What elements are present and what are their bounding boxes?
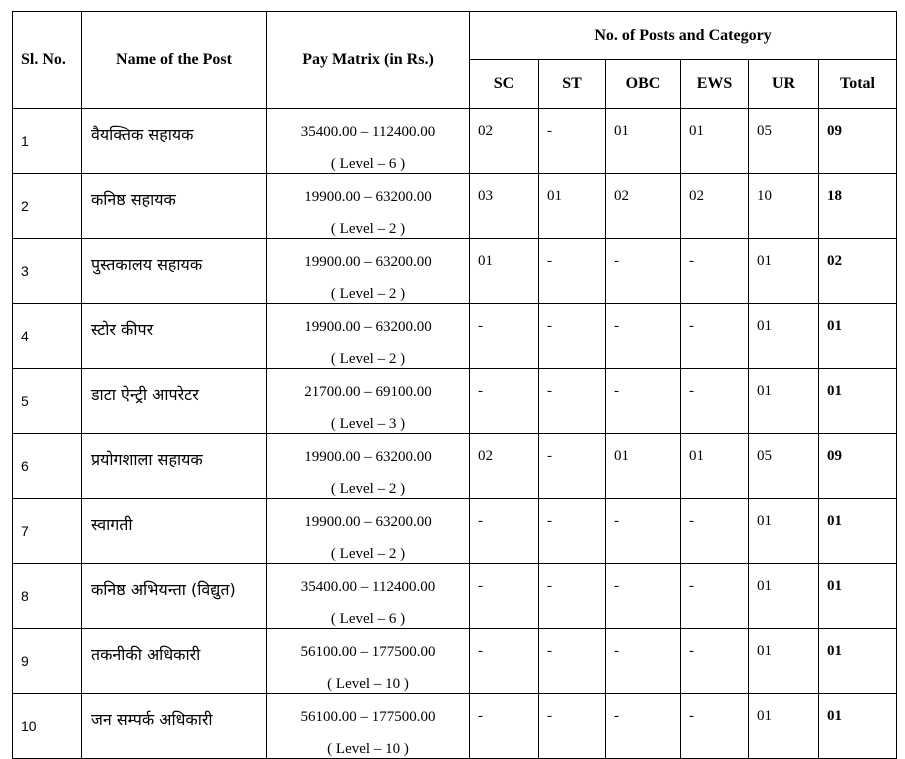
sl-no-cell: 10 [13, 694, 82, 759]
pay-level: ( Level – 2 ) [330, 286, 406, 302]
total-count-cell: 01 [819, 369, 897, 434]
ur-header: UR [749, 60, 819, 109]
pay-range: 21700.00 – 69100.00 [304, 384, 432, 400]
ur-count-cell: 01 [749, 239, 819, 304]
post-name-cell: जन सम्पर्क अधिकारी [82, 694, 267, 759]
pay-level: ( Level – 10 ) [327, 676, 409, 692]
total-count-cell: 09 [819, 109, 897, 174]
pay-matrix-cell [267, 304, 470, 369]
pay-level: ( Level – 2 ) [330, 221, 406, 237]
pay-level: ( Level – 6 ) [330, 611, 406, 627]
st-header: ST [539, 60, 606, 109]
post-name-cell: स्वागती [82, 499, 267, 564]
sc-count-cell: - [470, 629, 539, 694]
pay-matrix-header: Pay Matrix (in Rs.) [267, 12, 470, 109]
st-count-cell: - [539, 239, 606, 304]
ur-count-cell: 01 [749, 629, 819, 694]
pay-range: 19900.00 – 63200.00 [304, 319, 432, 335]
pay-matrix-cell [267, 239, 470, 304]
sc-count-cell: - [470, 564, 539, 629]
sl-no-cell: 2 [13, 174, 82, 239]
total-count-cell: 01 [819, 694, 897, 759]
post-name-cell: प्रयोगशाला सहायक [82, 434, 267, 499]
sc-count-cell: - [470, 499, 539, 564]
ews-count-cell: - [681, 499, 749, 564]
pay-matrix-cell [267, 109, 470, 174]
ur-count-cell: 01 [749, 369, 819, 434]
pay-range: 35400.00 – 112400.00 [300, 124, 436, 140]
pay-matrix-cell [267, 694, 470, 759]
table-row [13, 499, 897, 564]
table-row [13, 239, 897, 304]
pay-range: 56100.00 – 177500.00 [300, 709, 436, 725]
total-count-cell: 01 [819, 564, 897, 629]
post-name-cell: डाटा ऐन्ट्री आपरेटर [82, 369, 267, 434]
pay-matrix-cell [267, 174, 470, 239]
ur-count-cell: 10 [749, 174, 819, 239]
post-name-cell: तकनीकी अधिकारी [82, 629, 267, 694]
pay-matrix-cell [267, 434, 470, 499]
pay-range: 19900.00 – 63200.00 [304, 189, 432, 205]
table-row [13, 434, 897, 499]
ews-count-cell: 01 [681, 109, 749, 174]
pay-level: ( Level – 2 ) [330, 546, 406, 562]
pay-matrix-cell [267, 499, 470, 564]
obc-header: OBC [606, 60, 681, 109]
ur-count-cell: 05 [749, 434, 819, 499]
pay-range: 35400.00 – 112400.00 [300, 579, 436, 595]
obc-count-cell: - [606, 694, 681, 759]
sl-no-cell: 1 [13, 109, 82, 174]
total-count-cell: 01 [819, 629, 897, 694]
sl-no-cell: 9 [13, 629, 82, 694]
pay-range: 19900.00 – 63200.00 [304, 514, 432, 530]
post-name-cell: पुस्तकालय सहायक [82, 239, 267, 304]
ur-count-cell: 01 [749, 304, 819, 369]
table-row [13, 629, 897, 694]
obc-count-cell: - [606, 499, 681, 564]
sc-header: SC [470, 60, 539, 109]
pay-range: 19900.00 – 63200.00 [304, 449, 432, 465]
table-header [13, 12, 897, 109]
st-count-cell: - [539, 499, 606, 564]
ews-header: EWS [681, 60, 749, 109]
ur-count-cell: 01 [749, 499, 819, 564]
sc-count-cell: - [470, 369, 539, 434]
sl-no-cell: 7 [13, 499, 82, 564]
sl-no-cell: 8 [13, 564, 82, 629]
pay-level: ( Level – 2 ) [330, 481, 406, 497]
ews-count-cell: 02 [681, 174, 749, 239]
sc-count-cell: - [470, 304, 539, 369]
obc-count-cell: 02 [606, 174, 681, 239]
obc-count-cell: - [606, 369, 681, 434]
sl-no-cell: 4 [13, 304, 82, 369]
post-name-cell: कनिष्ठ अभियन्ता (विद्युत) [82, 564, 267, 629]
ews-count-cell: 01 [681, 434, 749, 499]
obc-count-cell: 01 [606, 434, 681, 499]
table-row [13, 304, 897, 369]
post-name-cell: कनिष्ठ सहायक [82, 174, 267, 239]
post-name-cell: स्टोर कीपर [82, 304, 267, 369]
pay-matrix-cell [267, 629, 470, 694]
total-count-cell: 01 [819, 499, 897, 564]
st-count-cell: - [539, 109, 606, 174]
pay-range: 56100.00 – 177500.00 [300, 644, 436, 660]
table-row [13, 694, 897, 759]
pay-level: ( Level – 10 ) [327, 741, 409, 757]
table-body [13, 109, 897, 759]
st-count-cell: 01 [539, 174, 606, 239]
ur-count-cell: 01 [749, 564, 819, 629]
total-count-cell: 01 [819, 304, 897, 369]
st-count-cell: - [539, 304, 606, 369]
posts-table [12, 11, 897, 759]
table-row [13, 109, 897, 174]
pay-matrix-cell [267, 369, 470, 434]
obc-count-cell: - [606, 304, 681, 369]
table-row [13, 564, 897, 629]
st-count-cell: - [539, 434, 606, 499]
sc-count-cell: 02 [470, 109, 539, 174]
pay-level: ( Level – 3 ) [330, 416, 406, 432]
st-count-cell: - [539, 694, 606, 759]
sc-count-cell: - [470, 694, 539, 759]
pay-matrix-cell [267, 564, 470, 629]
sl-no-cell: 6 [13, 434, 82, 499]
total-count-cell: 02 [819, 239, 897, 304]
sl-no-cell: 5 [13, 369, 82, 434]
ews-count-cell: - [681, 239, 749, 304]
st-count-cell: - [539, 629, 606, 694]
ews-count-cell: - [681, 369, 749, 434]
table-row [13, 369, 897, 434]
st-count-cell: - [539, 369, 606, 434]
sc-count-cell: 03 [470, 174, 539, 239]
obc-count-cell: - [606, 629, 681, 694]
sc-count-cell: 01 [470, 239, 539, 304]
total-count-cell: 09 [819, 434, 897, 499]
total-count-cell: 18 [819, 174, 897, 239]
ur-count-cell: 01 [749, 694, 819, 759]
ur-count-cell: 05 [749, 109, 819, 174]
ews-count-cell: - [681, 694, 749, 759]
pay-level: ( Level – 2 ) [330, 351, 406, 367]
ews-count-cell: - [681, 304, 749, 369]
obc-count-cell: 01 [606, 109, 681, 174]
st-count-cell: - [539, 564, 606, 629]
post-name-cell: वैयक्तिक सहायक [82, 109, 267, 174]
table-row [13, 174, 897, 239]
total-header: Total [819, 60, 897, 109]
pay-range: 19900.00 – 63200.00 [304, 254, 432, 270]
pay-level: ( Level – 6 ) [330, 156, 406, 172]
post-name-header: Name of the Post [82, 12, 267, 109]
obc-count-cell: - [606, 239, 681, 304]
obc-count-cell: - [606, 564, 681, 629]
sc-count-cell: 02 [470, 434, 539, 499]
sl-no-cell: 3 [13, 239, 82, 304]
ews-count-cell: - [681, 564, 749, 629]
sl-no-header: Sl. No. [13, 12, 82, 109]
ews-count-cell: - [681, 629, 749, 694]
posts-category-header: No. of Posts and Category [470, 12, 897, 60]
